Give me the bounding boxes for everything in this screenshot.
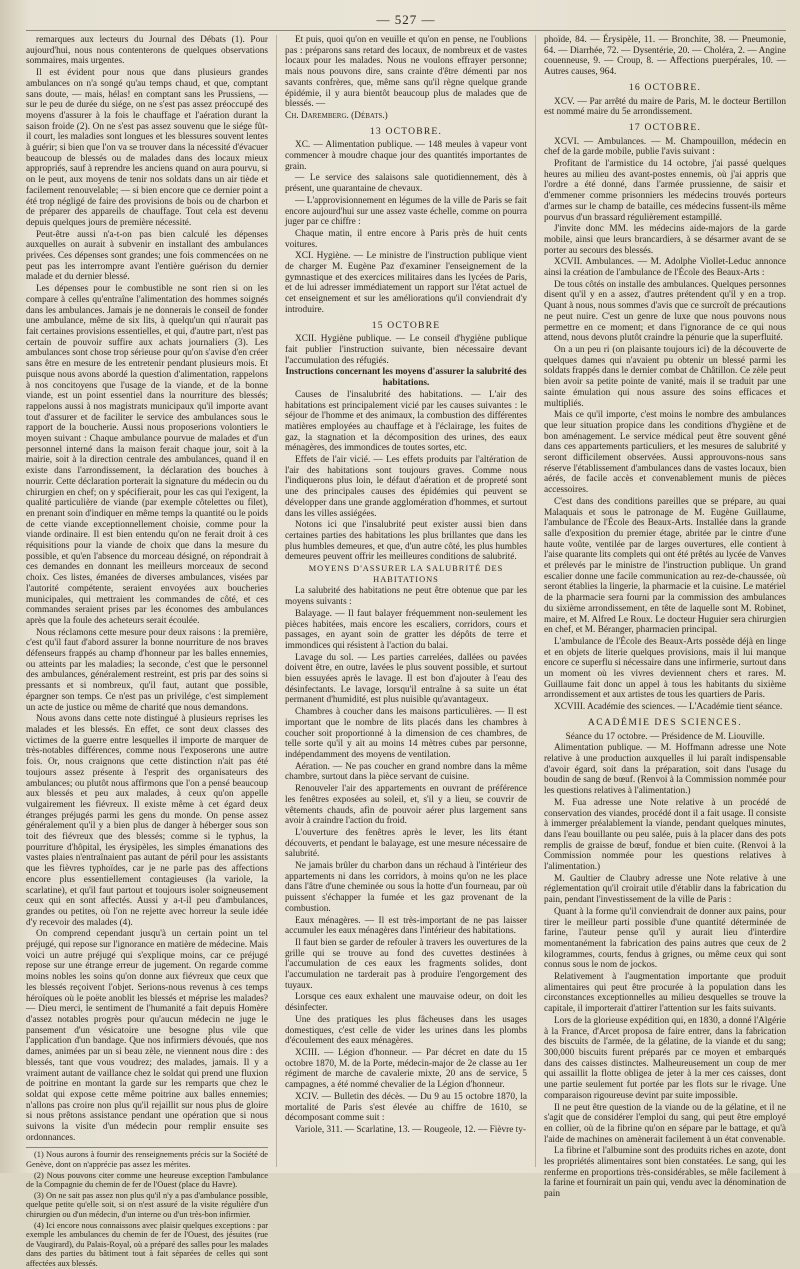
paragraph: XCIII. — Légion d'honneur. — Par décret en date du 15 octobre 1870, M. de la Porte, médecin-major de 2e classe au 1er régiment de marche de cavalerie mixte, 20 ans de service, 5 campagnes, a été nommé chevalier de la Légion d'honneur.	[285, 1047, 527, 1091]
paragraph: Eaux ménagères. — Il est très-important de ne pas laisser accumuler les eaux ménagères dans l'intérieur des habitations.	[285, 915, 527, 937]
paragraph: Lavage du sol. — Les parties carrelées, dallées ou pavées doivent être, en outre, lavées le plus souvent possible, et surtout bien essuyées après le lavage. Il est bon d'ajouter à l'eau des désinfectants. Le lavage, lorsqu'il entraîne à sa suite un état permanent d'humidité, est plus nuisible qu'avantageux.	[285, 652, 527, 706]
paragraph: Profitant de l'armistice du 14 octobre, j'ai passé quelques heures au milieu des avant-postes ennemis, où j'ai appris que l'ordre a été donné, dans l'armée prussienne, de saisir et d'emmener comme prisonniers les médecins trouvés porteurs d'armes sur le champ de bataille, ces médecins fussent-ils même pourvus d'un brassard régulièrement estampillé.	[544, 159, 786, 223]
paragraph: De tous côtés on installe des ambulances. Quelques personnes disent qu'il y en a assez, d'autres prétendent qu'il y en a trop. Quant à nous, nous sommes d'avis que ce surcroît de précautions ne peut nuire. C'est un genre de luxe que nous pouvons nous permettre en ce moment; et dans l'ignorance de ce qui nous attend, nous devons plutôt craindre la pénurie que la superfluité.	[544, 279, 786, 344]
paragraph: Et puis, quoi qu'on en veuille et qu'on en pense, ne l'oublions pas : préparons sans retard des locaux, de nombreux et de vastes locaux pour les malades. Nous ne voulons effrayer personne; mais nous pouvons dire, sans crainte d'être démenti par nos savants confrères, que, même sans qu'il règne quelque grande épidémie, il y aura bientôt beaucoup plus de malades que de blessés. —	[285, 35, 527, 110]
paragraph: Lors de la glorieuse expédition qui, en 1830, a donné l'Algérie à la France, d'Arcet proposa de faire entrer, dans la fabrication des biscuits de l'armée, de la gélatine, de la viande et du sang; 300,000 biscuits furent préparés par ce moyen et embarqués dans des caisses distinctes. Malheureusement un coup de mer qui assaillit la flotte obligea de jeter à la mer ces caisses, dont une partie seulement fut portée par les flots sur le rivage. Une comparaison rigoureuse devint par suite impossible.	[544, 1015, 786, 1101]
paragraph: La salubrité des habitations ne peut être obtenue que par les moyens suivants :	[285, 586, 527, 608]
academy-body	[544, 743, 786, 1200]
date-heading-17-octobre: 17 OCTOBRE.	[628, 121, 702, 133]
paragraph: Effets de l'air vicié. — Les effets produits par l'altération de l'air des habitations sont toujours graves. Comme nous l'indiquerons plus loin, le défaut d'aération et de propreté sont une des principales causes des épidémies qui peuvent se développer dans une grande agglomération d'hommes, et surtout dans les villes assiégées.	[285, 455, 527, 519]
paragraph: Il est évident pour nous que dans plusieurs grandes ambulances on n'a songé qu'au temps chaud, et que, comptant sans doute, — mais, hélas! en comptant sans les Prussiens, — sur le peu de durée du siége, on ne s'est pas assez préoccupé des moyens d'assurer à la fois le chauffage et l'aération durant la saison froide (2). On ne s'est pas assez souvenu que le siége fût-il court, les maladies sont longues et les blessures souvent lentes à guérir; si bien que l'on va se trouver dans la nécessité d'évacuer beaucoup de blessés ou de malades dans des locaux mieux appropriés, sauf à reprendre les anciens quand on aura pourvu, si on le peut, aux moyens de tenir nos soldats dans un air tiède et facilement renouvelable; — si bien encore que ce dernier point a été trop négligé de faire des provisions de bois ou de charbon et de préparer des appareils de chauffage. Tout cela est devenu depuis quelques jours de première nécessité.	[26, 68, 268, 228]
academy-title: ACADÉMIE DES SCIENCES.	[587, 716, 743, 728]
col2-after-date1	[285, 140, 527, 315]
paragraph: Balayage. — Il faut balayer fréquemment non-seulement les pièces habitées, mais encore les escaliers, corridors, cours et passages, en ayant soin de gratter les dépôts de terre et immondices qui résistent à l'action du balai.	[285, 608, 527, 651]
paragraph: Une des pratiques les plus fâcheuses dans les usages domestiques, c'est celle de vider les urines dans les plombs d'écoulement des eaux ménagères.	[285, 1014, 527, 1047]
paragraph: XCII. Hygiène publique. — Le conseil d'hygiène publique fait publier l'instruction suivante, bien nécessaire devant l'accumulation des réfugiés.	[285, 334, 527, 366]
paragraph: La fibrine et l'albumine sont des produits riches en azote, dont les propriétés alimentaires sont bien constatées. Le sang, qui les renferme en proportions très-considérables, se mêle facilement à la farine et fournirait un pain qui, vendu avec la dénomination de pain	[544, 1146, 786, 1200]
paragraph: Il ne peut être question de la viande ou de la gélatine, et il ne s'agit que de considérer l'emploi du sang, qui peut être employé en collier, où de la fibrine qu'on en sépare par le battage, et qu'à l'aide de machines on amènerait facilement à un état convenable.	[544, 1102, 786, 1145]
academy-session: Séance du 17 octobre. — Présidence de M. Liouville.	[565, 731, 765, 742]
paragraph: Ne jamais brûler du charbon dans un réchaud à l'intérieur des appartements ni dans les corridors, à moins qu'on ne les place dans l'âtre d'une cheminée ou sous la hotte d'un fourneau, par où puissent s'échapper la fumée et les gaz provenant de la combustion.	[285, 861, 527, 914]
column-1	[26, 35, 268, 1268]
paragraph: Lorsque ces eaux exhalent une mauvaise odeur, on doit les désinfecter.	[285, 992, 527, 1014]
paragraph: C'est dans des conditions pareilles que se prépare, au quai Malaquais et sous le patronage de M. Eugène Guillaume, l'ambulance de l'École des Beaux-Arts. Installée dans la grande salle d'exposition du premier étage, abritée par le cintre d'une haute voûte, ventilée par de larges ouvertures, elle contient à l'aise quarante lits complets qui ont été prêtés au lycée de Vanves et prélevés par le ministre de l'instruction publique. Un grand escalier donne une facile communication au rez-de-chaussée, où seront établies la lingerie, la pharmacie et la cuisine. Le matériel de la pharmacie sera fourni par la commission des ambulances du sixième arrondissement, en tête de laquelle sont M. Robinet, maire, et M. Alfred Le Roux. Le docteur Huguier sera chirurgien en chef, et M. Béranger, pharmacien principal.	[544, 496, 786, 636]
paragraph: XCVII. Ambulances. — M. Adolphe Viollet-Leduc annonce ainsi la création de l'ambulance de l'École des Beaux-Arts :	[544, 257, 786, 279]
instructions-body-2	[285, 586, 527, 1135]
paragraph: Renouveler l'air des appartements en ouvrant de préférence les fenêtres exposées au soleil, et, s'il y a lieu, se couvrir de vêtements chauds, afin de pouvoir aérer plus largement sans avoir à craindre l'action du froid.	[285, 784, 527, 827]
signature: Ch. Daremberg. (Débats.)	[285, 110, 388, 121]
paragraph: Chambres à coucher dans les maisons particulières. — Il est important que le nombre de lits placés dans les chambres à coucher soit proportionné à la dimension de ces chambres, de telle sorte qu'il y ait au moins 14 mètres cubes par personne, indépendamment des moyens de ventilation.	[285, 707, 527, 760]
col1-body	[26, 35, 268, 1143]
paragraph: On comprend cependant jusqu'à un certain point un tel préjugé, qui repose sur l'ignorance en matière de médecine. Mais voici un autre préjugé qui s'explique moins, car ce préjugé repose sur une étrange erreur de jugement. On regarde comme moins nobles les soins qu'on donne aux fiévreux que ceux que les blessés reçoivent l'objet. Serions-nous revenus à ces temps héroïques où le poëte anoblit les blessés et méprise les malades? — Dieu merci, le sentiment de l'humanité a fait depuis Homère d'assez notables progrès pour qu'aucun médecin ne juge le pansement d'un vésicatoire une besogne plus vile que l'application d'un bandage. Que nos infirmiers dévoués, que nos dames, animées par un si beau zèle, ne viennent nous dire : des blessés, tant que vous voudrez; des malades, jamais. Il y a vraiment autant de vaillance chez le soldat qui prend une fluxion de poitrine en montant la garde sur les remparts que chez le soldat qui expose cette même poitrine aux balles ennemies; n'allons pas croire non plus qu'il rejaillit sur nous plus de gloire si nous prêtons assistance pendant une opération que si nous suivons la visite d'un médecin pour remplir ensuite ses ordonnances.	[26, 929, 268, 1143]
paragraph: M. Gaultier de Claubry adresse une Note relative à une réglementation qu'il croirait utile d'établir dans la fabrication du pain, pendant l'investissement de la ville de Paris :	[544, 873, 786, 906]
footnote: (1) Nous aurons à fournir des renseignements précis sur la Société de Genève, dont on n'apprécie pas assez les mérites.	[26, 1150, 268, 1170]
paragraph: — Le service des salaisons sale quotidiennement, dès à présent, une quarantaine de chevaux.	[285, 173, 527, 195]
paragraph: Relativement à l'augmentation importante que produit alimentaires qui peut être procurée à la population dans les circonstances exceptionnelles au milieu desquelles se trouve la capitale, il importerait d'attirer l'attention sur les faits suivants.	[544, 972, 786, 1015]
column-3	[535, 35, 786, 1200]
page-number: — 527 —	[26, 10, 786, 31]
paragraph: Nous réclamons cette mesure pour deux raisons : la première, c'est qu'il faut d'abord assurer la bonne nourriture de nos braves défenseurs frappés au champ d'honneur par les balles ennemies, ou atteints par les maladies; la seconde, c'est que le personnel des ambulances, généralement restreint, est pris par des soins si pressants et si nombreux, qu'il faut, autant que possible, épargner son temps. Ce n'est pas un privilége, c'est simplement un acte de justice ou même de charité que nous demandons.	[26, 627, 268, 713]
column-2	[276, 35, 527, 1167]
paragraph: Quant à la forme qu'il conviendrait de donner aux pains, pour tirer le meilleur parti possible d'une quantité déterminée de farine, l'auteur pense qu'il y aurait lieu d'interdire momentanément la fabrication des pains autres que ceux de 2 kilogrammes, courts, fendus à grignes, ou même ceux qui sont connus sous le nom de jockos.	[544, 906, 786, 971]
paragraph: On a un peu ri (on plaisante toujours ici) de la découverte de quelques dames qui n'avaient pu obtenir un blessé parmi les soldats frappés dans le dernier combat de Châtillon. Ce zèle peut bien avoir sa petite pointe de vanité, mais il se traduit par une sainte émulation qui nous assure des soins efficaces et multipliés.	[544, 344, 786, 409]
paragraph: J'invite donc MM. les médecins aide-majors de la garde mobile, ainsi que leurs brancardiers, à se désarmer avant de se porter au secours des blessés.	[544, 224, 786, 256]
paragraph: Les dépenses pour le combustible ne sont rien si on les compare à celles qu'entraîne l'alimentation des hommes soignés dans les ambulances. Jamais je ne donnerais le conseil de fonder une ambulance, même de six lits, à quelqu'un qui n'aurait pas fait certaines provisions essentielles, et qui, d'autre part, n'est pas certain de pouvoir suffire aux achats journaliers (3). Les ambulances sont chose trop sérieuse pour qu'on s'avise d'en créer sans être en mesure de les entretenir pendant plusieurs mois. Et puisque nous avons abordé la question d'alimentation, rappelons à nos concitoyens que l'usage de la viande, et de la bonne viande, est un point essentiel dans la nourriture des blessés; rappelons aussi à nos magistrats municipaux qu'il importe avant tout d'assurer et de faciliter le service des ambulances sous le rapport de la boucherie. Aussi nous proposerions volontiers le moyen suivant : Chaque ambulance pourvue de malades et d'un personnel interné dans la maison ferait chaque jour, soit à la mairie, soit à la direction centrale des ambulances, quand il en existe dans l'arrondissement, la déclaration des bouches à nourrir. Cette déclaration porterait la signature du médecin ou du chirurgien en chef; on y spécifierait, pour les cas qui l'exigent, la qualité particulière de viande (par exemple côtelettes ou filet), en prenant soin d'indiquer en même temps la quantité ou le poids de cette viande exceptionnellement choisie, comme pour la viande ordinaire. Il est bien entendu qu'on ne ferait droit à ces réquisitions pour la viande de choix que dans la mesure du possible, et qu'en l'absence du morceau désigné, on répondrait à ces demandes en donnant les meilleurs morceaux de second choix. Ces listes, émanées de diverses ambulances, visées par l'autorité compétente, seraient envoyées aux boucheries municipales, qui mettraient les commandes de côté, et ces commandes seraient prises par les économes des ambulances après que la foule des acheteurs serait écoulée.	[26, 284, 268, 626]
paragraph: Variole, 311. — Scarlatine, 13. — Rougeole, 12. — Fièvre ty-	[295, 1124, 526, 1135]
col2-after-date2	[285, 334, 527, 366]
paragraph: XC. — Alimentation publique. — 148 meules à vapeur vont commencer à moudre chaque jour des quantités importantes de grain.	[285, 140, 527, 172]
paragraph: L'ambulance de l'École des Beaux-Arts possède déjà en linge et en objets de literie quelques provisions, mais il lui manque encore ce superflu si nécessaire dans une infirmerie, surtout dans un moment où les vivres deviennent chers et rares. M. Guillaume fait donc un appel à tous les habitants du sixième arrondissement et aux artistes de tous les quartiers de Paris.	[544, 636, 786, 701]
footnote: (4) Ici encore nous connaissons avec plaisir quelques exceptions : par exemple les ambulances du chemin de fer de l'Ouest, des jésuites (rue de Vaugirard), du Palais-Royal, où a préparé des salles pour les malades dans des parties du bâtiment tout à fait séparées de celles qui sont affectées aux blessés.	[26, 1220, 268, 1268]
paragraph: remarques aux lecteurs du Journal des Débats (1). Pour aujourd'hui, nous nous contenterons de quelques observations sommaires, mais urgentes.	[26, 35, 268, 67]
paragraph: XCVIII. Académie des sciences. — L'Académie tient séance.	[554, 702, 783, 713]
paragraph: M. Fua adresse une Note relative à un procédé de conservation des viandes, procédé dont il a fait usage. Il consiste à immerger préalablement la viande, pendant quelques minutes, dans l'eau bouillante ou peu salée, puis à la placer dans des pots remplis de graisse de bœuf, fondue et bien cuite. (Renvoi à la Commission nommée pour les questions relatives à l'alimentation.)	[544, 797, 786, 873]
instructions-subhead: MOYENS D'ASSURER LA SALUBRITÉ DES HABITATIONS	[308, 564, 504, 584]
instructions-title: Instructions concernant les moyens d'assurer la salubrité des habitations.	[285, 367, 527, 389]
col2-intro	[285, 35, 527, 110]
paragraph: Nous avons dans cette note distingué à plusieurs reprises les malades et les blessés. En effet, ce sont deux classes des victimes de la guerre entre lesquelles il importe de marquer de très-notables différences, comme nous l'exposerons une autre fois. Or, nous craignons que cette distinction n'ait pas été toujours assez présente à l'esprit des organisateurs des ambulances; ou plutôt nous affirmons que l'on a pensé beaucoup aux blessés et peu aux malades, à ceux qu'on appelle vulgairement les fiévreux. Il existe même à cet égard deux étranges préjugés parmi les gens du monde. On pense assez généralement qu'il y a bien plus de danger à héberger sous son toit des fiévreux que des blessés; comme si le typhus, la pourriture d'hôpital, les érysipèles, les simples émanations des vastes plaies n'entraînaient pas autant de péril pour les assistants que les fièvres typhoïdes, car je ne parle pas des affections encore plus essentiellement contagieuses (la variole, la scarlatine), et qu'il faut partout et toujours isoler soigneusement ceux qui en sont affectés. Aussi y a-t-il peu d'ambulances, grandes ou petites, où l'on ne rejette avec horreur la seule idée d'y recevoir des malades (4).	[26, 714, 268, 928]
paragraph: — L'approvisionnement en légumes de la ville de Paris se fait encore aujourd'hui sur une assez vaste échelle, comme on pourra juger par ce chiffre :	[285, 195, 527, 228]
paragraph: XCI. Hygiène. — Le ministre de l'instruction publique vient de charger M. Eugène Paz d'examiner l'enseignement de la gymnastique et des exercices militaires dans les lycées de Paris, et de lui adresser immédiatement un rapport sur l'état actuel de cet enseignement et sur les améliorations qu'il conviendrait d'y introduire.	[285, 251, 527, 315]
date-heading-15-octobre: 15 OCTOBRE	[371, 319, 441, 331]
paragraph: Il faut bien se garder de refouler à travers les ouvertures de la grille qui se trouve au fond des cuvettes destinées à l'accumulation de ces eaux les fragments solides, dont l'accumulation ne tarderait pas à produire l'engorgement des tuyaux.	[285, 937, 527, 991]
paragraph: Aération. — Ne pas coucher en grand nombre dans la même chambre, surtout dans la pièce servant de cuisine.	[285, 761, 527, 783]
date-heading-16-octobre: 16 OCTOBRE.	[628, 81, 702, 93]
paragraph: XCV. — Par arrêté du maire de Paris, M. le docteur Bertillon est nommé maire du 5e arrondissement.	[544, 96, 786, 118]
footnote: (2) Nous pouvons citer comme une heureuse exception l'ambulance de la Compagnie du chemin de fer de l'Ouest (place du Havre).	[26, 1170, 268, 1190]
paragraph: Peut-être aussi n'a-t-on pas bien calculé les dépenses auxquelles on aurait à subvenir en installant des ambulances privées. Ces dépenses sont grandes; une fois commencées on ne peut pas les interrompre avant l'entière guérison du dernier malade et du dernier blessé.	[26, 229, 268, 283]
columns	[26, 35, 786, 1268]
paragraph: XCVI. — Ambulances. — M. Champouillon, médecin en chef de la garde mobile, publie l'avis suivant :	[544, 136, 786, 158]
paragraph: L'ouverture des fenêtres après le lever, les lits étant découverts, et pendant le balayage, est une mesure nécessaire de salubrité.	[285, 827, 527, 860]
paragraph: Causes de l'insalubrité des habitations. — L'air des habitations est principalement vicié par les causes suivantes : le séjour de l'homme et des animaux, la combustion des différentes matières employées au chauffage et à l'éclairage, les fuites de gaz, la stagnation et la décomposition des urines, des eaux ménagères, des immondices de toutes sortes, etc.	[285, 389, 527, 454]
col3-top-paragraph: phoïde, 84. — Érysipèle, 11. — Bronchite, 38. — Pneumonie, 64. — Diarrhée, 72. — Dysentérie, 20. — Choléra, 2. — Angine couenneuse, 9. — Croup, 8. — Affections puerpérales, 10. — Autres causes, 964.	[544, 35, 786, 78]
paragraph: Chaque matin, il entre encore à Paris près de huit cents voitures.	[285, 228, 527, 250]
col3-after-date1	[544, 97, 786, 118]
paragraph: Alimentation publique. — M. Hoffmann adresse une Note relative à une production auxquelles il lui paraît indispensable d'avoir égard, soit dans la préparation, soit dans l'usage du boudin de sang de bœuf. (Renvoi à la Commission nommée pour les questions relatives à l'alimentation.)	[544, 743, 786, 797]
paragraph: Mais ce qu'il importe, c'est moins le nombre des ambulances que leur situation propice dans les conditions d'hygiène et de bon aménagement. Le service médical peut être souvent gêné dans ces appartements particuliers, et les mesures de salubrité y seront difficilement observées. Aussi approuvons-nous sans réserve l'établissement d'ambulances dans de vastes locaux, bien aérés, de facile accès et convenablement munis de pièces accessoires.	[544, 410, 786, 496]
col3-body	[544, 137, 786, 713]
paragraph: XCIV. — Bulletin des décès. — Du 9 au 15 octobre 1870, la mortalité de Paris s'est élevée au chiffre de 1610, se décomposant comme suit :	[285, 1091, 527, 1124]
footnotes	[26, 1147, 268, 1268]
footnote: (3) On ne sait pas assez non plus qu'il n'y a pas d'ambulance possible, quelque petite qu'elle soit, si on n'est assuré de la visite régulière d'un chirurgien ou d'un médecin, d'un interne ou d'un très-bon infirmier.	[26, 1190, 268, 1219]
paragraph: Notons ici que l'insalubrité peut exister aussi bien dans certaines parties des habitations les plus brillantes que dans les plus humbles demeures, et que, d'un autre côté, les plus humbles demeures peuvent offrir les meilleures conditions de salubrité.	[285, 520, 527, 563]
instructions-body	[285, 390, 527, 563]
date-heading-13-octobre: 13 OCTOBRE.	[369, 125, 443, 137]
